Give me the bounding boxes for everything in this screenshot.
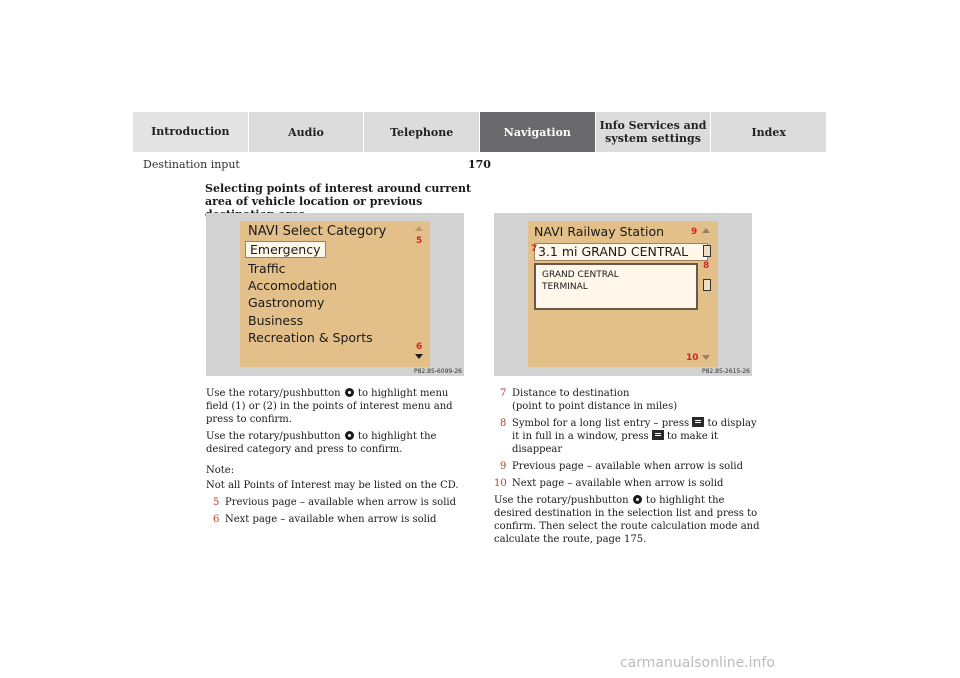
legend-item-9: 9 Previous page – available when arrow is solid [500,461,743,472]
screen-title: NAVI Select Category [248,224,387,239]
legend-item-6: 6 Next page – available when arrow is solid [213,514,437,525]
long-entry-icon[interactable] [703,245,711,257]
menu-item-accomodation[interactable]: Accomodation [248,278,338,293]
page-down-icon[interactable] [702,355,710,360]
marker-10: 10 [686,353,699,363]
page-up-icon[interactable] [415,226,423,231]
chapter-tabs [133,112,827,152]
rotary-pushbutton-icon [345,431,354,440]
page-number: 170 [468,158,491,171]
watermark: carmanualsonline.info [620,655,775,671]
right-column-text [494,387,762,550]
rotary-pushbutton-icon [633,495,642,504]
navi-screen [528,221,718,367]
section-title: Selecting points of interest around current area of vehicle location or previous [205,182,472,208]
screenshot-select-category [206,213,464,376]
popup-line-1: GRAND CENTRAL [542,270,619,280]
menu-item-recreation-sports[interactable]: Recreation & Sports [248,330,373,345]
marker-9: 9 [691,227,698,237]
screenshot-railway-station [494,213,752,376]
tab-audio[interactable]: Audio [249,112,365,152]
marker-5: 5 [416,236,423,246]
tab-introduction[interactable]: Introduction [133,112,249,152]
legend-item-7: 7 Distance to destination (point to point distance in miles) [500,388,678,412]
figure-caption: P82.85-6099-26 [413,368,462,375]
tab-navigation[interactable]: Navigation [480,112,596,152]
legend-item-5: 5 Previous page – available when arrow is solid [213,497,456,508]
popup-line-2: TERMINAL [542,282,588,292]
menu-item-traffic[interactable]: Traffic [248,261,286,276]
instruction-1: Use the rotary/pushbutton to highlight menu field (1) or (2) in the points of interest menu and press to confirm. [206,388,453,425]
tab-info-services[interactable]: Info Services and system settings [596,112,712,152]
tab-telephone[interactable]: Telephone [364,112,480,152]
long-entry-key-icon [692,417,704,427]
tab-index[interactable]: Index [711,112,827,152]
page-up-icon[interactable] [702,228,710,233]
legend-item-8: 8 Symbol for a long list entry – press to display it in full in a window, press to make it disappear [500,418,757,455]
instruction-2: Use the rotary/pushbutton to highlight the desired category and press to confirm. [206,431,437,455]
rotary-pushbutton-icon [345,388,354,397]
detail-popup [534,263,698,310]
menu-item-business[interactable]: Business [248,313,304,328]
legend-item-10: 10 Next page – available when arrow is solid [494,478,724,489]
figure-caption: P82.85-2615-26 [701,368,750,375]
menu-item-emergency[interactable]: Emergency [245,241,326,258]
screen-title: NAVI Railway Station [534,224,665,239]
long-entry-key-icon [652,430,664,440]
marker-7: 7 [531,244,538,254]
navi-screen [240,221,430,367]
marker-6: 6 [416,342,423,352]
marker-8: 8 [703,261,710,271]
long-entry-icon [703,279,711,291]
note-text: Not all Points of Interest may be listed on the CD. [206,480,459,491]
note-label: Note: [206,465,235,476]
instruction-3: Use the rotary/pushbutton to highlight the desired destination in the selection list and press to confirm. Then select the route calculation mode and calculate the route, page 175. [494,495,760,545]
page-down-icon[interactable] [415,354,423,359]
menu-item-gastronomy[interactable]: Gastronomy [248,295,325,310]
section-header: Destination input [143,158,240,171]
list-entry: 3.1 mi GRAND CENTRAL [538,244,689,259]
left-column-text [206,387,468,530]
